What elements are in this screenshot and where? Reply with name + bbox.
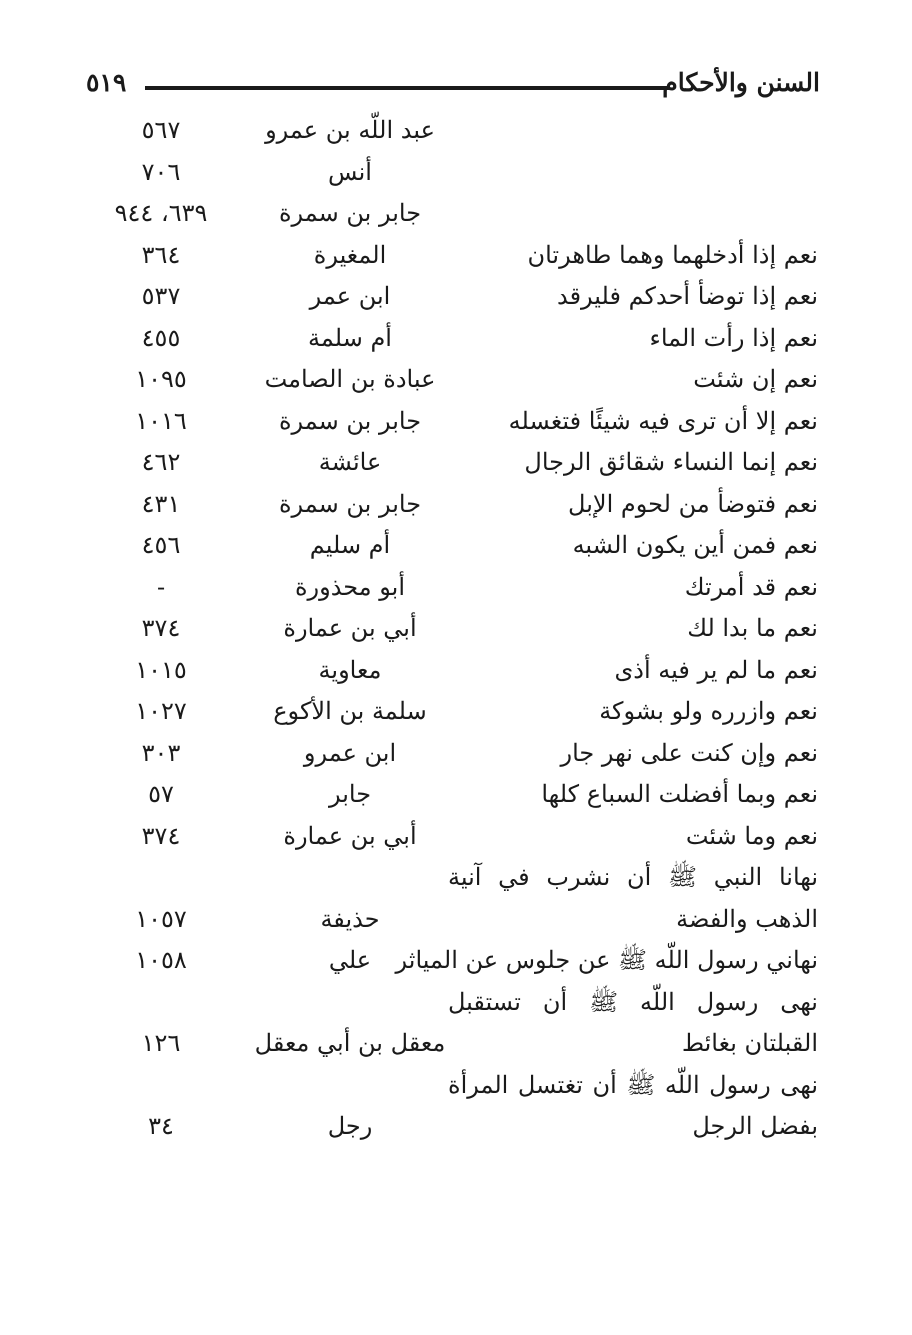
index-row xyxy=(0,401,912,443)
page-reference: ٣٧٤ xyxy=(141,614,181,642)
index-table xyxy=(0,110,912,1148)
hadith-text: نعم إن شئت xyxy=(693,365,818,393)
page-reference: ٤٥٦ xyxy=(141,531,181,559)
page-reference: ١٠٩٥ xyxy=(135,365,187,393)
index-row xyxy=(0,1065,912,1148)
page-reference: ١٠٥٨ xyxy=(135,946,187,974)
index-row xyxy=(0,152,912,194)
narrator-name: أبي بن عمارة xyxy=(283,821,417,850)
narrator-name: معقل بن أبي معقل xyxy=(254,1029,446,1057)
page-reference: ٤٣١ xyxy=(141,489,181,518)
index-row xyxy=(0,608,912,650)
page-reference: ٤٥٥ xyxy=(141,323,181,352)
index-row xyxy=(0,982,912,1065)
narrator-name: جابر xyxy=(328,780,372,808)
hadith-text: نعم وبما أفضلت السباع كلها xyxy=(541,780,818,808)
index-row xyxy=(0,484,912,526)
narrator-name: أبي بن عمارة xyxy=(283,614,417,642)
narrator-name: عائشة xyxy=(318,448,382,476)
hadith-text: نعم ما لم ير فيه أذى xyxy=(614,655,818,684)
page-reference: ٣٠٣ xyxy=(141,738,181,767)
index-row xyxy=(0,650,912,692)
hadith-text: نعم إلا أن ترى فيه شيئًا فتغسله xyxy=(508,406,818,435)
page-reference: ٣٤ xyxy=(148,1112,174,1140)
index-row xyxy=(0,857,912,940)
page-number: ٥١٩ xyxy=(86,68,127,97)
page-reference: ٤٦٢ xyxy=(141,448,181,476)
narrator-name: سلمة بن الأكوع xyxy=(273,697,427,725)
narrator-name: المغيرة xyxy=(313,240,387,269)
running-title: السنن والأحكام xyxy=(662,68,820,97)
page-reference: ١٠٢٧ xyxy=(135,697,187,725)
index-row xyxy=(0,774,912,816)
hadith-text: نعم إذا أدخلهما وهما طاهرتان xyxy=(527,240,818,269)
header-rule xyxy=(145,86,670,90)
narrator-name: رجل xyxy=(327,1112,373,1140)
page-reference: ٥٦٧ xyxy=(141,116,181,144)
hadith-text: نهانا النبي ﷺ أن نشرب في آنية الذهب والفضة xyxy=(448,863,818,933)
narrator-name: أبو محذورة xyxy=(294,572,406,601)
page-header xyxy=(80,62,820,114)
hadith-text: نعم إنما النساء شقائق الرجال xyxy=(524,448,818,476)
hadith-text: نعم إذا رأت الماء xyxy=(649,323,818,352)
narrator-name: علي xyxy=(328,946,372,974)
index-row xyxy=(0,567,912,609)
narrator-name: ابن عمرو xyxy=(303,738,397,767)
narrator-name: أم سليم xyxy=(309,531,391,559)
index-row xyxy=(0,276,912,318)
narrator-name: أم سلمة xyxy=(308,323,392,352)
hadith-text: نعم وما شئت xyxy=(685,821,818,850)
index-row xyxy=(0,733,912,775)
hadith-text: نعم فتوضأ من لحوم الإبل xyxy=(568,489,818,518)
narrator-name: أنس xyxy=(328,157,372,186)
narrator-name: جابر بن سمرة xyxy=(278,489,422,518)
page-reference: - xyxy=(156,572,166,601)
page-reference: ١٠١٥ xyxy=(135,655,187,684)
hadith-text: نهاني رسول اللّه ﷺ عن جلوس عن المياثر xyxy=(395,946,818,974)
hadith-text: نعم ما بدا لك xyxy=(687,614,818,642)
index-row xyxy=(0,816,912,858)
page-reference: ٥٧ xyxy=(148,780,174,808)
index-row xyxy=(0,235,912,277)
index-row xyxy=(0,110,912,152)
narrator-name: ابن عمر xyxy=(309,282,391,310)
page-reference: ٦٣٩، ٩٤٤ xyxy=(114,199,208,227)
hadith-text: نهى رسول اللّه ﷺ أن تغتسل المرأة بفضل الرجل xyxy=(448,1070,818,1140)
index-row xyxy=(0,691,912,733)
hadith-text: نعم قد أمرتك xyxy=(684,572,818,601)
narrator-name: جابر بن سمرة xyxy=(278,406,422,435)
hadith-text: نعم فمن أين يكون الشبه xyxy=(572,531,818,559)
narrator-name: جابر بن سمرة xyxy=(278,199,422,227)
page-reference: ٣٧٤ xyxy=(141,821,181,850)
narrator-name: حذيفة xyxy=(320,904,380,933)
narrator-name: عبد اللّه بن عمرو xyxy=(265,116,435,144)
index-row xyxy=(0,359,912,401)
index-row xyxy=(0,318,912,360)
page-reference: ٥٣٧ xyxy=(141,282,181,310)
hadith-text: نعم وإن كنت على نهر جار xyxy=(560,738,818,767)
page-reference: ١٠٥٧ xyxy=(135,904,187,933)
hadith-text: نعم وازرره ولو بشوكة xyxy=(599,697,818,725)
hadith-text: نعم إذا توضأ أحدكم فليرقد xyxy=(556,282,818,310)
hadith-text: نهى رسول اللّه ﷺ أن تستقبل القبلتان بغائط xyxy=(448,987,818,1057)
page-reference: ١٢٦ xyxy=(141,1029,181,1057)
narrator-name: عبادة بن الصامت xyxy=(264,365,436,393)
narrator-name: معاوية xyxy=(318,655,382,684)
index-row xyxy=(0,193,912,235)
page-reference: ٧٠٦ xyxy=(141,157,181,186)
index-row xyxy=(0,442,912,484)
page-reference: ٣٦٤ xyxy=(141,240,181,269)
index-row xyxy=(0,525,912,567)
page-reference: ١٠١٦ xyxy=(135,406,187,435)
index-row xyxy=(0,940,912,982)
